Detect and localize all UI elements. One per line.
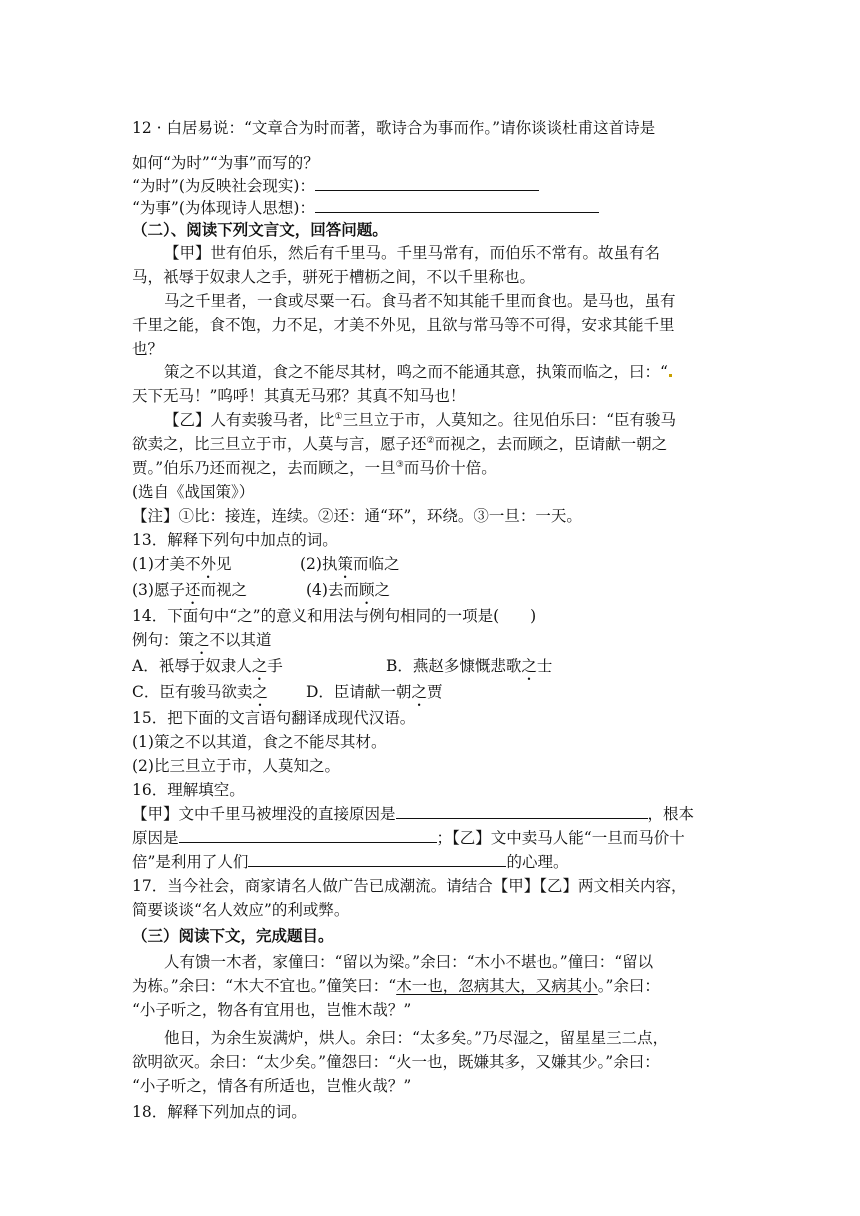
q12-weishi2-line xyxy=(132,198,599,218)
q14-stem: 14．下面句中“之”的意义和用法与例句相同的一项是( ) xyxy=(132,607,537,625)
yi-line1 xyxy=(164,410,676,430)
q14-option-c[interactable] xyxy=(132,682,268,710)
q12-answer-blank-1[interactable] xyxy=(315,176,539,191)
q16-stem: 16．理解填空。 xyxy=(132,781,245,799)
q14-option-b-text: B．燕赵多慷慨悲歌 xyxy=(386,657,522,675)
q12-line2: 如何“为时”“为事”而写的？ xyxy=(132,154,319,172)
q12-line1: 12 · 白居易说：“文章合为时而著，歌诗合为事而作。”请你谈谈杜甫这首诗是 xyxy=(132,119,656,137)
q16-line1-end: ，根本 xyxy=(647,805,695,823)
dotted-word: 策 xyxy=(337,555,353,573)
q12-weishi2-label: “为事”(为体现诗人思想)： xyxy=(132,199,315,217)
dotted-word: 外 xyxy=(200,555,216,573)
q14-example xyxy=(132,630,272,658)
footnote: 【注】①比：接连，连续。②还：通“环”，环绕。③一旦：一天。 xyxy=(132,507,582,525)
q12-answer-blank-2[interactable] xyxy=(315,198,599,213)
dotted-word: 之 xyxy=(411,683,427,701)
q16-line2-text: 原因是 xyxy=(132,829,179,847)
q14-option-a-end: 手 xyxy=(267,657,283,675)
jia-p2-line1: 马之千里者，一食或尽粟一石。食马者不知其能千里而食也。是马也，虽有 xyxy=(164,292,676,310)
underlined-sentence: 木一也，忽病其大，又病其小 xyxy=(396,977,598,995)
yi-line1-b: 三旦立于市，人莫知之。往见伯乐曰：“臣有骏马 xyxy=(342,411,677,429)
q13-item1-c: 见 xyxy=(215,555,232,573)
q13-stem: 13．解释下列句中加点的词。 xyxy=(132,531,338,549)
s3-p1-line2-a: 为栋。”余曰：“木大不宜也。”僮笑曰：“ xyxy=(132,977,397,995)
jia-p2-line2: 千里之能，食不饱，力不足，才美不外见，且欲与常马等不可得，安求其能千里 xyxy=(132,316,675,334)
q16-line2-end: ；【乙】文中卖马人能“一旦而马价十 xyxy=(436,829,685,847)
q14-option-a-text: A．衹辱于奴隶人 xyxy=(132,657,252,675)
q16-blank-2[interactable] xyxy=(179,828,437,843)
yi-line1-a: 【乙】人有卖骏马者，比 xyxy=(164,411,335,429)
jia-p1-line1: 【甲】世有伯乐，然后有千里马。千里马常有，而伯乐不常有。故虽有名 xyxy=(164,244,661,262)
q13-item4 xyxy=(306,580,390,608)
q16-blank-1[interactable] xyxy=(396,804,648,819)
footnote-marker-1: ① xyxy=(334,411,343,422)
edit-mark-icon xyxy=(669,374,672,377)
q13-item3-a: (3)愿子 xyxy=(132,581,185,599)
q14-option-b-end: 士 xyxy=(536,657,553,675)
yi-line2-b: 而视之，去而顾之，臣请献一朝之 xyxy=(434,435,668,453)
dotted-word: 之 xyxy=(251,657,268,675)
q16-line3 xyxy=(132,852,568,872)
q15-item1: (1)策之不以其道，食之不能尽其材。 xyxy=(132,733,387,751)
q14-option-b[interactable] xyxy=(386,656,552,684)
yi-line3 xyxy=(132,458,497,478)
q13-item2 xyxy=(300,554,400,582)
q16-line1 xyxy=(132,804,694,824)
s3-p1-line3: “小子听之，物各有宜用也，岂惟木哉？” xyxy=(132,1001,412,1019)
q17-line1: 17．当今社会，商家请名人做广告已成潮流。请结合【甲】【乙】两文相关内容， xyxy=(132,877,687,895)
dotted-word: 顾 xyxy=(358,581,375,599)
q13-item4-c: 之 xyxy=(374,581,390,599)
section3-heading: （三）阅读下文，完成题目。 xyxy=(132,926,334,945)
jia-p2-line3: 也？ xyxy=(132,340,164,358)
q12-weishi-line xyxy=(132,176,539,196)
s3-p2-line2: 欲明欲灭。余曰：“太少矣。”僮怨曰：“火一也，既嫌其多，又嫌其少。”余曰： xyxy=(132,1053,660,1071)
q14-option-d-text: D．臣请献一朝 xyxy=(306,683,412,701)
q13-item3-c: 而视之 xyxy=(200,581,247,599)
jia-p3-line1-text: 策之不以其道，食之不能尽其材，鸣之而不能通其意，执策而临之，曰：“ xyxy=(164,363,668,381)
footnote-marker-2: ② xyxy=(426,435,435,446)
dotted-word: 之 xyxy=(252,683,268,701)
q14-example-c: 不以其道 xyxy=(209,631,272,649)
q16-line3-text: 倍”是利用了人们 xyxy=(132,853,249,871)
yi-line2 xyxy=(132,434,667,454)
s3-p1-line2 xyxy=(132,976,660,996)
yi-line2-a: 欲卖之，比三旦立于市，人莫与言，愿子还 xyxy=(132,435,427,453)
q17-line2: 简要谈谈“名人效应”的利或弊。 xyxy=(132,901,350,919)
yi-line3-b: 而马价十倍。 xyxy=(403,459,497,477)
q16-line3-end: 的心理。 xyxy=(506,853,569,871)
q13-item1-a: (1)才美不 xyxy=(132,555,201,573)
footnote-marker-3: ③ xyxy=(395,459,404,470)
q16-blank-3[interactable] xyxy=(248,852,506,867)
q14-option-a[interactable] xyxy=(132,656,283,684)
q18-stem: 18．解释下列加点的词。 xyxy=(132,1103,307,1121)
q16-line1-text: 【甲】文中千里马被埋没的直接原因是 xyxy=(132,805,396,823)
q13-item3 xyxy=(132,580,247,608)
q13-item4-a: (4)去而 xyxy=(306,581,359,599)
jia-p1-line2: 马，衹辱于奴隶人之手，骈死于槽枥之间，不以千里称也。 xyxy=(132,268,536,286)
jia-p3-line2: 天下无马！”呜呼！其真无马邪？其真不知马也！ xyxy=(132,387,466,405)
q12-weishi-label: “为时”(为反映社会现实)： xyxy=(132,177,315,195)
q14-option-d[interactable] xyxy=(306,682,442,710)
s3-p2-line3: “小子听之，情各有所适也，岂惟火哉？” xyxy=(132,1077,412,1095)
source-citation: (选自《战国策》） xyxy=(132,483,255,501)
jia-p3-line1 xyxy=(164,362,672,382)
q14-option-d-end: 贾 xyxy=(426,683,443,701)
q14-option-c-text: C．臣有骏马欲卖 xyxy=(132,683,253,701)
dotted-word: 之 xyxy=(521,657,537,675)
q15-stem: 15．把下面的文言语句翻译成现代汉语。 xyxy=(132,709,416,727)
section2-heading: （二）、阅读下列文言文，回答问题。 xyxy=(132,220,388,239)
q13-item2-c: 而临之 xyxy=(352,555,400,573)
q14-example-a: 例句：策 xyxy=(132,631,195,649)
q15-item2: (2)比三旦立于市，人莫知之。 xyxy=(132,757,340,775)
yi-line3-a: 贾。”伯乐乃还而视之，去而顾之，一旦 xyxy=(132,459,396,477)
s3-p2-line1: 他日，为余生炭满炉，烘人。余曰：“太多矣。”乃尽湿之，留星星三二点， xyxy=(164,1029,669,1047)
dotted-word: 之 xyxy=(194,631,210,649)
q13-item2-a: (2)执 xyxy=(300,555,338,573)
s3-p1-line1: 人有馈一木者，家僮曰：“留以为梁。”余曰：“木小不堪也。”僮曰：“留以 xyxy=(164,953,654,971)
s3-p1-line2-c: 。”余曰： xyxy=(597,977,660,995)
q13-item1 xyxy=(132,554,232,582)
q16-line2 xyxy=(132,828,685,848)
dotted-word: 还 xyxy=(184,581,201,599)
